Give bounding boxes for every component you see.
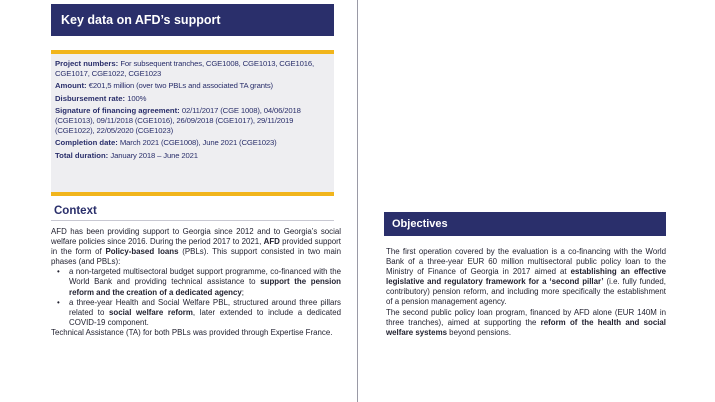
disbursement-value: 100% — [127, 93, 147, 103]
context-bullet-list — [51, 267, 341, 328]
signature-row — [55, 106, 330, 135]
context-paragraph-2: Technical Assistance (TA) for both PBLs was provided through Expertise France. — [51, 327, 333, 337]
duration-label: Total duration: — [55, 150, 109, 160]
context-text: , later extended to include a dedicated COVID-19 component. — [69, 307, 342, 327]
context-text: ; — [241, 287, 244, 297]
amount-value: €201,5 million (over two PBLs and associated TA grants) — [88, 81, 273, 91]
project-numbers-label: Project numbers: — [55, 59, 119, 68]
context-text: (PBLs). This support consisted in two main phases (and PBLs): — [51, 247, 341, 267]
objectives-header: Objectives — [384, 212, 666, 236]
context-bold: social welfare reform — [109, 307, 193, 317]
objectives-paragraph-2 — [386, 308, 666, 338]
context-text: a non-targeted multisectoral budget support programme, co-financed with the World Bank and providing technical assistance to — [69, 267, 341, 287]
completion-label: Completion date: — [55, 138, 118, 148]
completion-row — [55, 138, 330, 148]
context-text: provided support in the form of — [51, 237, 341, 257]
column-divider — [357, 0, 358, 402]
project-numbers-row — [55, 59, 330, 78]
context-paragraph-1 — [51, 227, 341, 267]
amount-label: Amount: — [55, 81, 87, 91]
signature-label: Signature of financing agreement: — [55, 106, 180, 116]
context-title: Context — [54, 205, 97, 217]
duration-row — [55, 151, 330, 161]
context-bullet-1 — [69, 267, 341, 297]
signature-value: 02/11/2017 (CGE 1008), 04/06/2018 (CGE1013), 09/11/2018 (CGE1016), 26/09/2018 (CGE1017), 29/11/2019 (CGE1022), 22/05/2020 (CGE1023) — [55, 106, 301, 135]
key-data-header: Key data on AFD’s support — [51, 4, 334, 36]
disbursement-label: Disbursement rate: — [55, 93, 126, 103]
key-data-box — [51, 50, 334, 196]
objectives-text: (i.e. fully funded, contributory) pension reform, and including more specifically the establishment of a pension management agency. — [386, 277, 666, 307]
context-text: a three-year Health and Social Welfare PBL, structured around three pillars related to — [69, 297, 341, 317]
context-bold: Policy-based loans — [105, 247, 179, 257]
context-bold: support the pension reform and the creation of a dedicated agency — [69, 277, 341, 297]
objectives-text: The second public policy loan program, financed by AFD alone (EUR 140M in three tranches), aimed at supporting the — [386, 307, 666, 327]
disbursement-row — [55, 94, 330, 104]
context-body — [51, 227, 341, 338]
objectives-bold: reform of the health and social welfare systems — [386, 317, 666, 337]
objectives-paragraph-1 — [386, 247, 666, 308]
project-numbers-value: For subsequent tranches, CGE1008, CGE1013, CGE1016, CGE1017, CGE1022, CGE1023 — [55, 59, 314, 78]
context-text: AFD has been providing support to Georgia since 2012 and to Georgia’s social welfare policies since 2016. During the period 2017 to 2021, — [51, 227, 341, 247]
context-bold: AFD — [263, 237, 280, 247]
context-bullet-2 — [69, 298, 341, 328]
amount-row — [55, 81, 330, 91]
objectives-bold: establishing an effective legislative and regulatory framework for a ‘second pillar’ — [386, 267, 666, 287]
objectives-text: The first operation covered by the evaluation is a co-financing with the World Bank of a three-year EUR 60 million multisectoral public policy loan to the Ministry of Finance of Georgia in 2017 aimed at — [386, 247, 666, 277]
objectives-text: beyond pensions. — [446, 327, 512, 337]
completion-value: March 2021 (CGE1008), June 2021 (CGE1023) — [119, 138, 277, 148]
objectives-body — [386, 247, 666, 338]
context-divider — [51, 220, 334, 221]
duration-value: January 2018 – June 2021 — [110, 150, 198, 160]
